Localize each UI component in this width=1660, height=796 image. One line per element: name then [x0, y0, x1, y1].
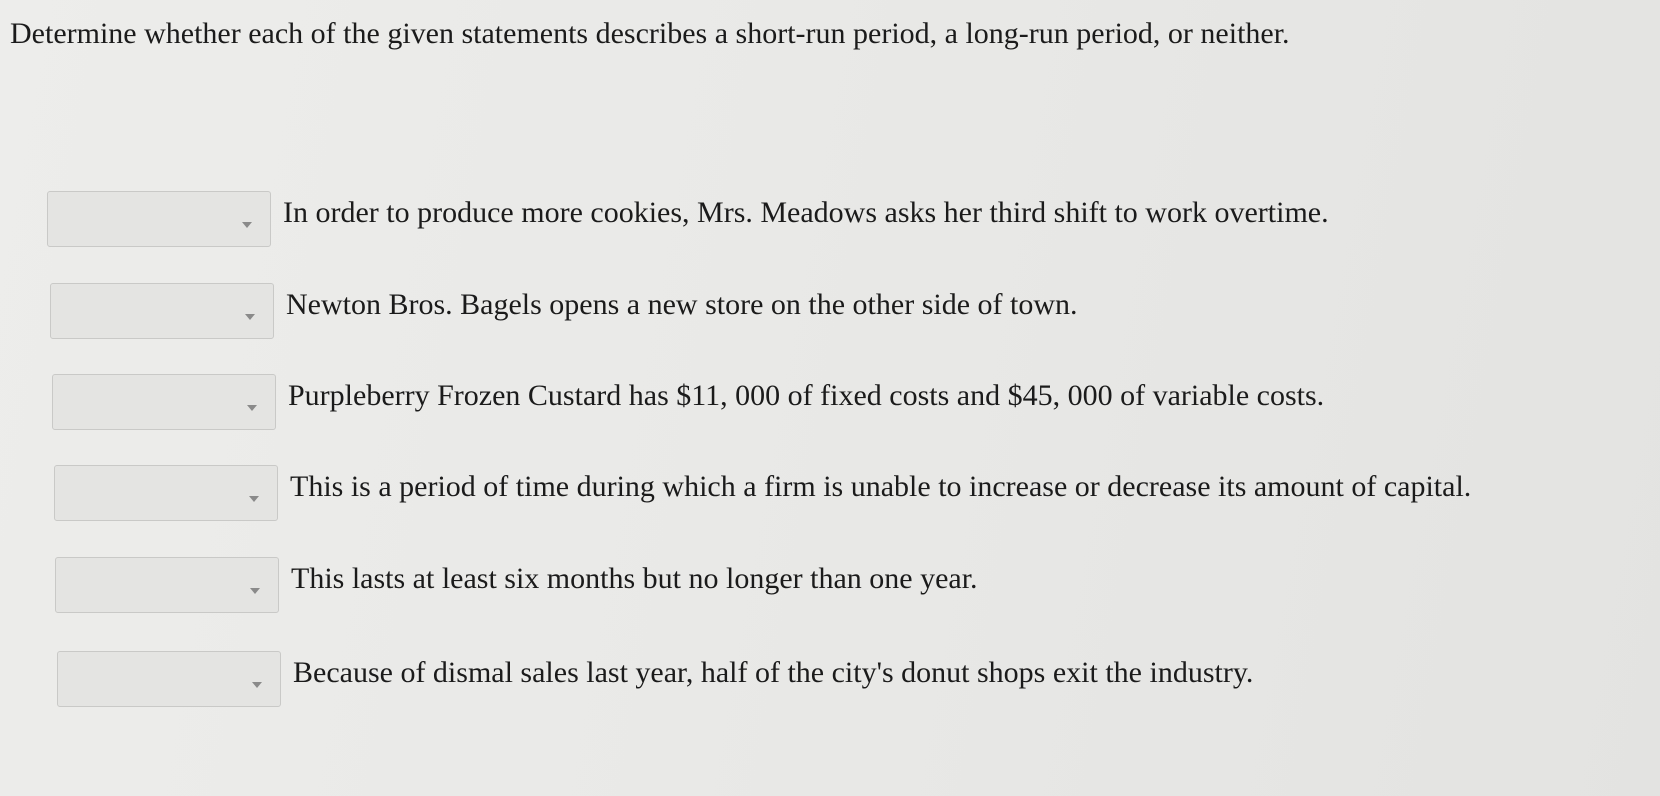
answer-dropdown-4[interactable] [54, 465, 278, 521]
chevron-down-icon [252, 682, 262, 688]
chevron-down-icon [242, 222, 252, 228]
answer-dropdown-6[interactable] [57, 651, 281, 707]
chevron-down-icon [245, 314, 255, 320]
statement-row [57, 650, 1253, 708]
statement-text: This lasts at least six months but no longer than one year. [291, 562, 978, 595]
answer-dropdown-2[interactable] [50, 283, 274, 339]
statement-row [50, 282, 1078, 340]
statement-row [54, 464, 1471, 522]
statement-text: Newton Bros. Bagels opens a new store on the other side of town. [286, 288, 1078, 321]
statement-row [52, 373, 1324, 431]
answer-dropdown-5[interactable] [55, 557, 279, 613]
answer-dropdown-3[interactable] [52, 374, 276, 430]
statement-row [55, 556, 978, 614]
statement-text: Because of dismal sales last year, half of the city's donut shops exit the industry. [293, 656, 1254, 689]
answer-dropdown-1[interactable] [47, 191, 271, 247]
chevron-down-icon [250, 588, 260, 594]
chevron-down-icon [249, 496, 259, 502]
chevron-down-icon [247, 405, 257, 411]
question-prompt: Determine whether each of the given statements describes a short-run period, a long-run period, or neither. [10, 17, 1290, 50]
statement-row [47, 190, 1329, 248]
statement-text: This is a period of time during which a firm is unable to increase or decrease its amount of capital. [290, 470, 1472, 503]
statement-text: Purpleberry Frozen Custard has $11, 000 of fixed costs and $45, 000 of variable costs. [288, 379, 1325, 412]
statement-text: In order to produce more cookies, Mrs. Meadows asks her third shift to work overtime. [283, 196, 1329, 229]
